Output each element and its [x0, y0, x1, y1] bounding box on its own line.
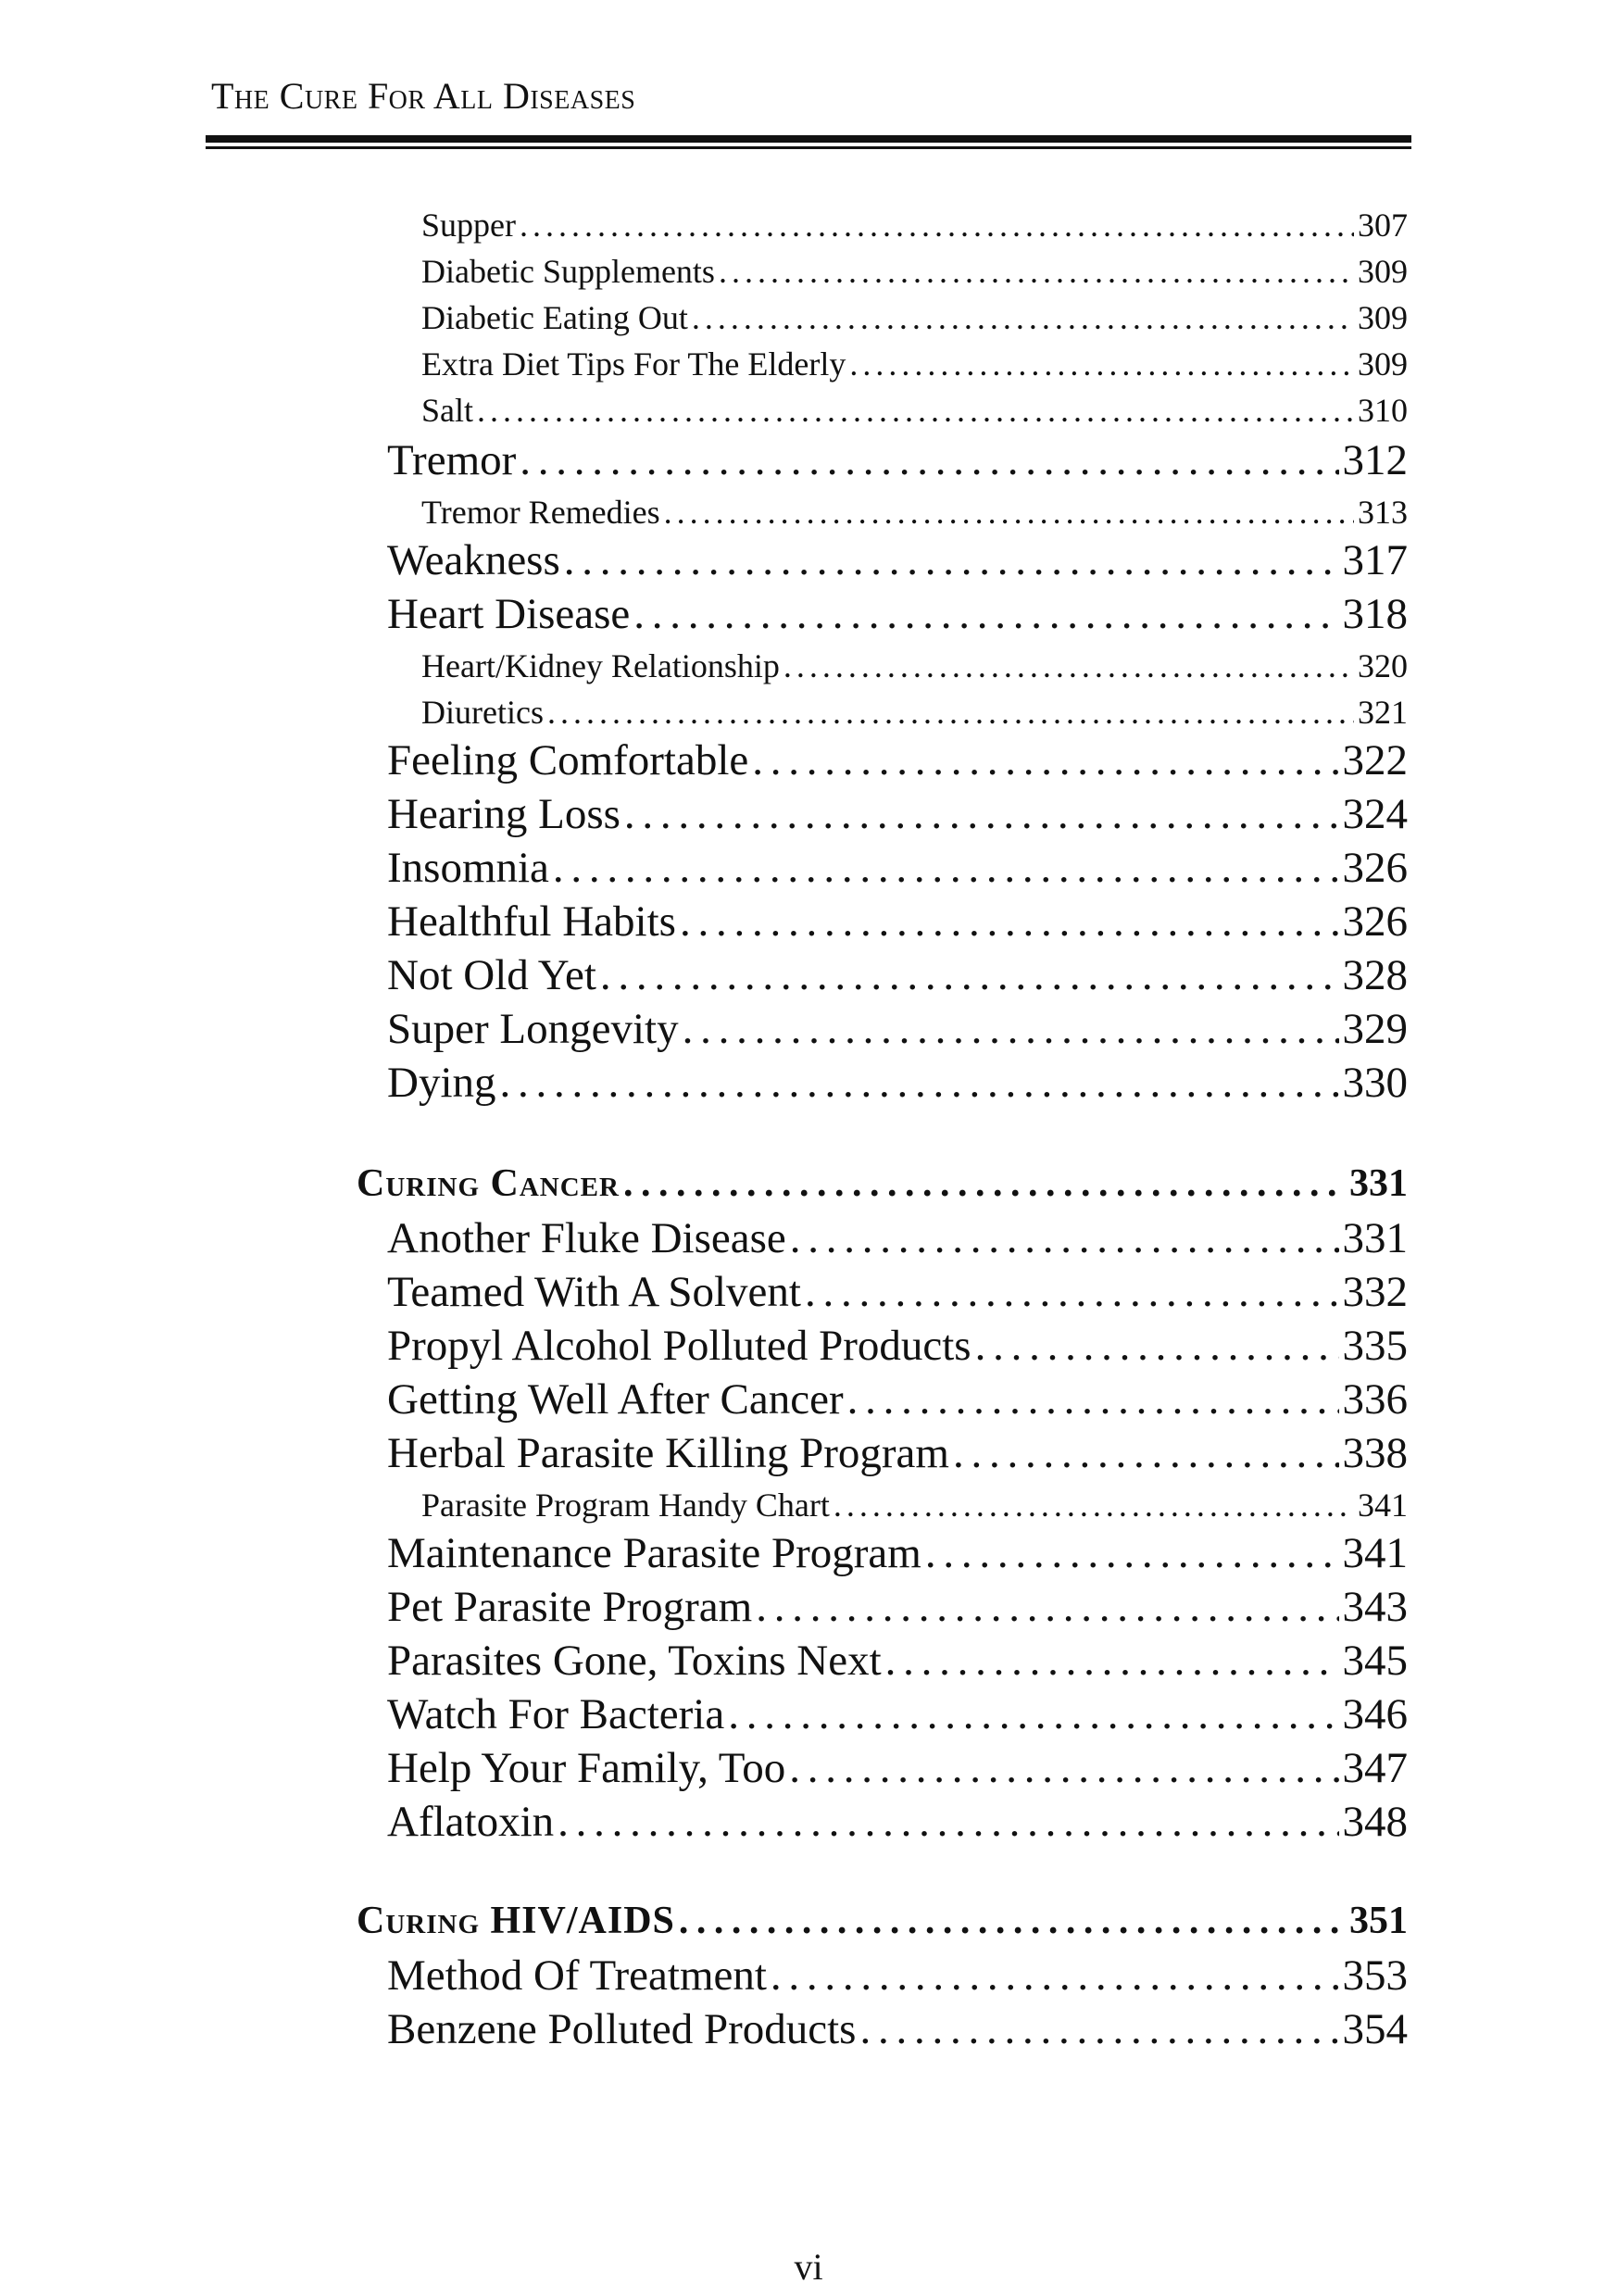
- toc-entry-title: Herbal Parasite Killing Program: [387, 1429, 949, 1477]
- dot-leader: [553, 843, 1339, 893]
- toc-entry-page: 336: [1342, 1375, 1408, 1424]
- toc-entry-title: Weakness: [387, 536, 560, 584]
- toc-entry-title: Parasite Program Handy Chart: [421, 1487, 830, 1524]
- toc-entry-teamed-with-a-solvent[interactable]: [387, 1267, 1408, 1317]
- toc-entry-title: Diuretics: [421, 694, 544, 731]
- toc-entry-page: 326: [1342, 844, 1408, 892]
- dot-leader: [564, 535, 1339, 585]
- dot-leader: [547, 693, 1354, 732]
- toc-entry-extra-diet-tips[interactable]: [421, 345, 1408, 383]
- toc-entry-page: 332: [1342, 1268, 1408, 1316]
- toc-entry-title: Teamed With A Solvent: [387, 1268, 801, 1316]
- dot-leader: [752, 735, 1338, 785]
- toc-entry-supper[interactable]: [421, 206, 1408, 245]
- toc-entry-page: 335: [1342, 1322, 1408, 1370]
- toc-entry-title: Insomnia: [387, 844, 549, 892]
- toc-entry-page: 353: [1342, 1951, 1408, 2000]
- dot-leader: [520, 435, 1338, 485]
- toc-entry-title: Salt: [421, 392, 474, 429]
- toc-entry-title: Not Old Yet: [387, 951, 596, 999]
- dot-leader: [633, 589, 1338, 639]
- toc-entry-page: 343: [1342, 1583, 1408, 1631]
- toc-entry-pet-parasite-program[interactable]: [387, 1582, 1408, 1632]
- dot-leader: [520, 206, 1354, 245]
- toc-entry-herbal-parasite-killing-program[interactable]: [387, 1428, 1408, 1478]
- toc-entry-title: Tremor Remedies: [421, 494, 660, 531]
- toc-entry-page: 309: [1358, 299, 1408, 336]
- toc-entry-title: Super Longevity: [387, 1005, 679, 1053]
- toc-entry-page: 318: [1342, 590, 1408, 638]
- toc-entry-parasite-program-handy-chart[interactable]: [421, 1486, 1408, 1524]
- toc-entry-title: Watch For Bacteria: [387, 1690, 725, 1738]
- toc-entry-title: Diabetic Supplements: [421, 253, 715, 290]
- dot-leader: [885, 1636, 1339, 1686]
- toc-entry-page: 310: [1358, 392, 1408, 429]
- toc-entry-title: Maintenance Parasite Program: [387, 1529, 921, 1577]
- dot-leader: [500, 1058, 1339, 1108]
- toc-entry-page: 326: [1342, 897, 1408, 946]
- toc-chapter-title: Curing HIV/AIDS: [357, 1900, 675, 1942]
- toc-entry-page: 309: [1358, 253, 1408, 290]
- page-number: vi: [794, 2246, 823, 2288]
- dot-leader: [623, 1161, 1346, 1206]
- toc-chapter-title: Curing Cancer: [357, 1162, 620, 1205]
- toc-entry-diuretics[interactable]: [421, 693, 1408, 732]
- dot-leader: [692, 298, 1354, 337]
- toc-entry-another-fluke-disease[interactable]: [387, 1213, 1408, 1263]
- toc-entry-page: 341: [1342, 1529, 1408, 1577]
- toc-entry-title: Benzene Polluted Products: [387, 2005, 857, 2053]
- toc-entry-tremor-remedies[interactable]: [421, 493, 1408, 532]
- dot-leader: [953, 1428, 1339, 1478]
- toc-chapter-curing-cancer[interactable]: [357, 1161, 1408, 1206]
- toc-entry-aflatoxin[interactable]: [387, 1797, 1408, 1847]
- toc-entry-page: 328: [1342, 951, 1408, 999]
- dot-leader: [664, 493, 1354, 532]
- toc-entry-title: Getting Well After Cancer: [387, 1375, 844, 1424]
- toc-entry-page: 313: [1358, 494, 1408, 531]
- toc-entry-watch-for-bacteria[interactable]: [387, 1689, 1408, 1739]
- toc-entry-page: 321: [1358, 694, 1408, 731]
- toc-chapter-curing-hiv-aids[interactable]: [357, 1899, 1408, 1943]
- dot-leader: [859, 2004, 1338, 2054]
- toc-entry-tremor[interactable]: [387, 435, 1408, 485]
- toc-entry-title: Healthful Habits: [387, 897, 676, 946]
- dot-leader: [834, 1486, 1354, 1524]
- toc-entry-page: 312: [1342, 436, 1408, 484]
- toc-entry-insomnia[interactable]: [387, 843, 1408, 893]
- toc-entry-healthful-habits[interactable]: [387, 897, 1408, 947]
- dot-leader: [624, 789, 1339, 839]
- dot-leader: [790, 1213, 1339, 1263]
- toc-entry-title: Propyl Alcohol Polluted Products: [387, 1322, 971, 1370]
- dot-leader: [600, 950, 1339, 1000]
- toc-entry-page: 320: [1358, 647, 1408, 684]
- toc-entry-salt[interactable]: [421, 391, 1408, 430]
- toc-entry-page: 348: [1342, 1798, 1408, 1846]
- dot-leader: [783, 646, 1354, 685]
- toc-entry-not-old-yet[interactable]: [387, 950, 1408, 1000]
- toc-entry-hearing-loss[interactable]: [387, 789, 1408, 839]
- toc-entry-method-of-treatment[interactable]: [387, 1951, 1408, 2001]
- dot-leader: [789, 1743, 1338, 1793]
- toc-entry-title: Tremor: [387, 436, 517, 484]
- toc-entry-page: 341: [1358, 1487, 1408, 1524]
- toc-entry-page: 338: [1342, 1429, 1408, 1477]
- toc-entry-page: 330: [1342, 1059, 1408, 1107]
- toc-entry-page: 329: [1342, 1005, 1408, 1053]
- toc-entry-title: Another Fluke Disease: [387, 1214, 786, 1262]
- toc-entry-benzene-polluted-products[interactable]: [387, 2004, 1408, 2054]
- toc-entry-help-your-family-too[interactable]: [387, 1743, 1408, 1793]
- dot-leader: [558, 1797, 1338, 1847]
- toc-entry-heart-disease[interactable]: [387, 589, 1408, 639]
- toc-entry-page: 345: [1342, 1637, 1408, 1685]
- dot-leader: [925, 1528, 1339, 1578]
- toc-entry-weakness[interactable]: [387, 535, 1408, 585]
- toc-chapter-page: 351: [1349, 1900, 1408, 1942]
- toc-entry-getting-well-after-cancer[interactable]: [387, 1374, 1408, 1424]
- dot-leader: [683, 1004, 1339, 1054]
- dot-leader: [756, 1582, 1338, 1632]
- toc-entry-title: Parasites Gone, Toxins Next: [387, 1637, 882, 1685]
- dot-leader: [771, 1951, 1339, 2001]
- toc-entry-page: 347: [1342, 1744, 1408, 1792]
- toc-entry-title: Supper: [421, 207, 516, 244]
- toc-entry-propyl-alcohol-polluted-products[interactable]: [387, 1321, 1408, 1371]
- toc-entry-page: 309: [1358, 345, 1408, 383]
- toc-entry-page: 331: [1342, 1214, 1408, 1262]
- toc-entry-heart-kidney-relationship[interactable]: [421, 646, 1408, 685]
- dot-leader: [975, 1321, 1339, 1371]
- toc-entry-diabetic-supplements[interactable]: [421, 252, 1408, 291]
- toc-entry-title: Diabetic Eating Out: [421, 299, 688, 336]
- toc-entry-title: Dying: [387, 1059, 496, 1107]
- toc-entry-page: 346: [1342, 1690, 1408, 1738]
- toc-entry-page: 324: [1342, 790, 1408, 838]
- toc-entry-title: Heart/Kidney Relationship: [421, 647, 780, 684]
- toc-entry-title: Pet Parasite Program: [387, 1583, 753, 1631]
- toc-entry-title: Heart Disease: [387, 590, 631, 638]
- toc-entry-title: Method Of Treatment: [387, 1951, 767, 2000]
- toc-entry-parasites-gone-toxins-next[interactable]: [387, 1636, 1408, 1686]
- dot-leader: [805, 1267, 1339, 1317]
- toc-entry-title: Feeling Comfortable: [387, 736, 749, 784]
- toc-entry-page: 307: [1358, 207, 1408, 244]
- toc-entry-feeling-comfortable[interactable]: [387, 735, 1408, 785]
- dot-leader: [849, 345, 1354, 383]
- toc-entry-page: 354: [1342, 2005, 1408, 2053]
- toc-entry-title: Aflatoxin: [387, 1798, 555, 1846]
- running-head-title: The Cure For All Diseases: [211, 75, 636, 117]
- dot-leader: [847, 1374, 1339, 1424]
- toc-entry-title: Help Your Family, Too: [387, 1744, 786, 1792]
- toc-entry-dying[interactable]: [387, 1058, 1408, 1108]
- toc-chapter-page: 331: [1349, 1162, 1408, 1205]
- toc-entry-diabetic-eating-out[interactable]: [421, 298, 1408, 337]
- toc-entry-page: 317: [1342, 536, 1408, 584]
- dot-leader: [477, 391, 1354, 430]
- toc-entry-page: 322: [1342, 736, 1408, 784]
- toc-entry-title: Hearing Loss: [387, 790, 620, 838]
- toc-entry-maintenance-parasite-program[interactable]: [387, 1528, 1408, 1578]
- dot-leader: [679, 1899, 1346, 1943]
- dot-leader: [719, 252, 1354, 291]
- toc-entry-title: Extra Diet Tips For The Elderly: [421, 345, 846, 383]
- dot-leader: [680, 897, 1339, 947]
- dot-leader: [728, 1689, 1338, 1739]
- toc-entry-super-longevity[interactable]: [387, 1004, 1408, 1054]
